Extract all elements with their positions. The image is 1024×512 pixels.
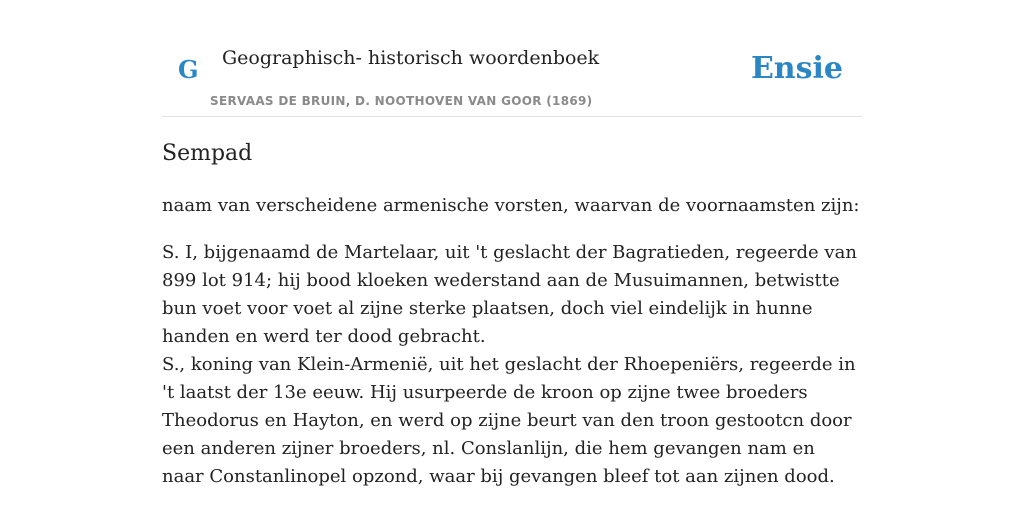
entry-intro-paragraph: naam van verscheidene armenische vorsten, waarvan de voornaamsten zijn: xyxy=(162,195,860,216)
dictionary-title[interactable]: Geographisch- historisch woordenboek xyxy=(222,47,600,69)
entry-paragraph: S., koning van Klein-Armenië, uit het geslacht der Rhoepeniërs, regeerde in 't laatst der 13e eeuw. Hij usurpeerde de kroon op zijne twee broeders Theodorus en Hayton, en werd op zijne beurt van den troon gestootcn door een anderen zijner broeders, nl. Conslanlijn, die hem gevangen nam en naar Constanlinopel opzond, waar bij gevangen bleef tot aan zijnen dood. xyxy=(162,354,856,487)
ensie-logo[interactable]: Ensie xyxy=(750,51,843,86)
dictionary-logo-icon[interactable]: G xyxy=(178,55,199,84)
entry-title: Sempad xyxy=(162,141,253,166)
dictionary-author: SERVAAS DE BRUIN, D. NOOTHOVEN VAN GOOR (1869) xyxy=(210,94,593,108)
entry-paragraph: S. I, bijgenaamd de Martelaar, uit 't geslacht der Bagratieden, regeerde van 899 lot 914; hij bood kloeken wederstand aan de Musuimannen, betwistte bun voet voor voet al zijne sterke plaatsen, doch viel eindelijk in hunne handen en werd ter dood gebracht. xyxy=(162,242,857,347)
entry-content xyxy=(162,192,862,491)
dictionary-header xyxy=(162,0,862,117)
